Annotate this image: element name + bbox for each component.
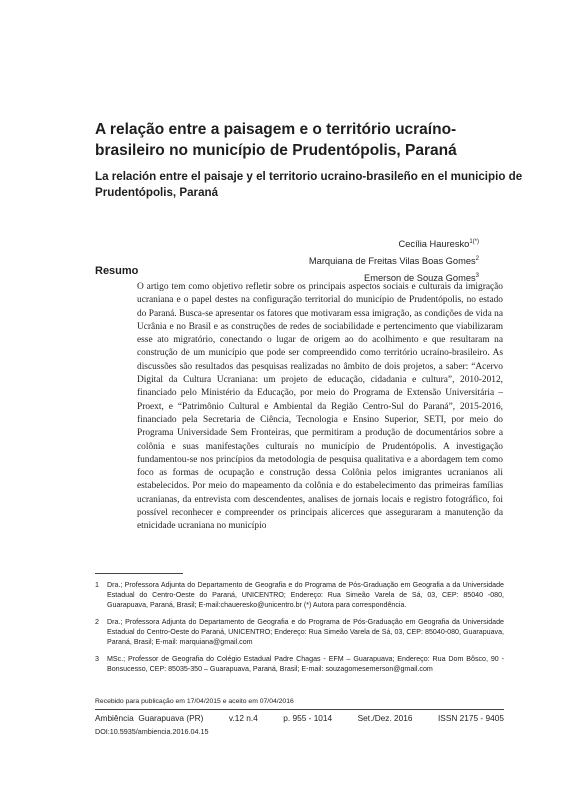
author-name: Marquiana de Freitas Vilas Boas Gomes <box>308 256 476 266</box>
received-date-note: Recebido para publicação em 17/04/2015 e aceito em 07/04/2016 <box>95 698 294 705</box>
journal-footer <box>95 713 504 723</box>
journal-date: Set./Dez. 2016 <box>357 713 413 723</box>
journal-pages: p. 955 - 1014 <box>283 713 333 723</box>
article-subtitle: La relación entre el paisaje y el territorio ucraino-brasileño en el municipio de Prudentópolis, Paraná <box>95 170 523 199</box>
article-title: A relação entre a paisagem e o território ucraíno-brasileiro no município de Prudentópolis, Paraná <box>95 121 457 159</box>
footnotes <box>95 580 504 681</box>
author-note-ref: 3 <box>475 273 479 279</box>
footnote-number: 3 <box>95 655 99 663</box>
journal-name-city <box>95 713 203 723</box>
author-name: Emerson de Souza Gomes <box>364 273 476 283</box>
footnote-text: MSc.; Professor de Geografia do Colégio Estadual Padre Chagas - EFM – Guarapuava; Endereço: Rua Dom Bôsco, 90 - Bonsucesso, CEP: 85035-350 – Guarapuava, Paraná, Brasil; E-mail: souzagomesemerson@gmail.com <box>107 655 504 673</box>
author-name: Cecília Hauresko <box>398 239 470 249</box>
author-1 <box>309 235 479 252</box>
journal-name: Ambiência <box>95 713 134 723</box>
footnote-number: 1 <box>95 581 99 589</box>
author-note-ref: 1(*) <box>469 239 479 245</box>
journal-issn: ISSN 2175 - 9405 <box>437 713 504 723</box>
author-list <box>309 235 479 286</box>
doi: DOI:10.5935/ambiencia.2016.04.15 <box>95 727 209 736</box>
footnote-2 <box>95 617 504 647</box>
footer-divider <box>95 709 504 710</box>
footnote-number: 2 <box>95 618 99 626</box>
journal-volume: v.12 n.4 <box>228 713 258 723</box>
abstract-body: O artigo tem como objetivo refletir sobre os principais aspectos sociais e culturais da imigração ucraniana e o papel destes na configuração territorial do município de Prudentópolis, no estado do Paraná. Busca-se apresentar os fatores que motivaram essa imigração, as condições de vida na Ucrânia e no Brasil e as construções de redes de sociabilidade e pertencimento que viabilizaram esse ato migratório, conectando o lugar de origem ao do acolhimento e que resultaram na construção de um município que pode ser compreendido como território ucraíno-brasileiro. As discussões são resultados das pesquisas realizadas no âmbito de dois projetos, a saber: “Acervo Digital da Cultura Ucraniana: um projeto de educação, cidadania e cultura”, 2010-2012, financiado pelo Ministério da Educação, por meio do Programa de Extensão Universitária – Proext, e “Patrimônio Cultural e Ambiental da Região Centro-Sul do Paraná”, 2015-2016, financiado pela Secretaria de Ciência, Tecnologia e Ensino Superior, SETI, por meio do Programa Universidade Sem Fronteiras, que permitiram a produção de documentários sobre a colônia e suas manifestações culturais no município de Prudentópolis. A investigação fundamentou-se nos princípios da metodologia de pesquisa qualitativa e a abordagem tem como foco as formas de ocupação e construção dessa Colônia pelos imigrantes ucranianos ali estabelecidos. Por meio do mapeamento da colônia e do estabelecimento das primeiras famílias ucranianas, da entrevista com descendentes, analises de jornais locais e registro fotográfico, foi possível reconhecer e compreender os principais alicerces que asseguraram a manutenção da etnicidade ucraniana no município <box>137 282 503 532</box>
journal-city: Guarapuava (PR) <box>138 713 204 723</box>
author-note-ref: 2 <box>475 256 479 262</box>
author-2 <box>309 252 479 269</box>
footnote-1 <box>95 580 504 610</box>
footnote-text: Dra.; Professora Adjunta do Departamento de Geografia e do Programa de Pós-Graduação em Geografia a da Universidade Estadual do Centro-Oeste do Paraná, UNICENTRO; Endereço: Rua Simeão Varela de Sá, 03, CEP: 85040 -080, Guarapuava, Paraná, Brasil; E-mail:chaueresko@unicentro.br (*) Autora para correspondência. <box>107 581 504 609</box>
footnote-divider <box>95 573 183 574</box>
footnote-text: Dra.; Professora Adjunta do Departamento de Geografia e do Programa de Pós-Graduação em Geografia da Universidade Estadual do Centro-Oeste do Paraná, UNICENTRO; Endereço: Rua Simeão Varela de Sá, 03, CEP: 85040-080, Guarapuava, Paraná, Brasil; E-mail: marquiana@gmail.com <box>107 618 504 646</box>
abstract-heading: Resumo <box>95 265 139 277</box>
footnote-3 <box>95 654 504 674</box>
